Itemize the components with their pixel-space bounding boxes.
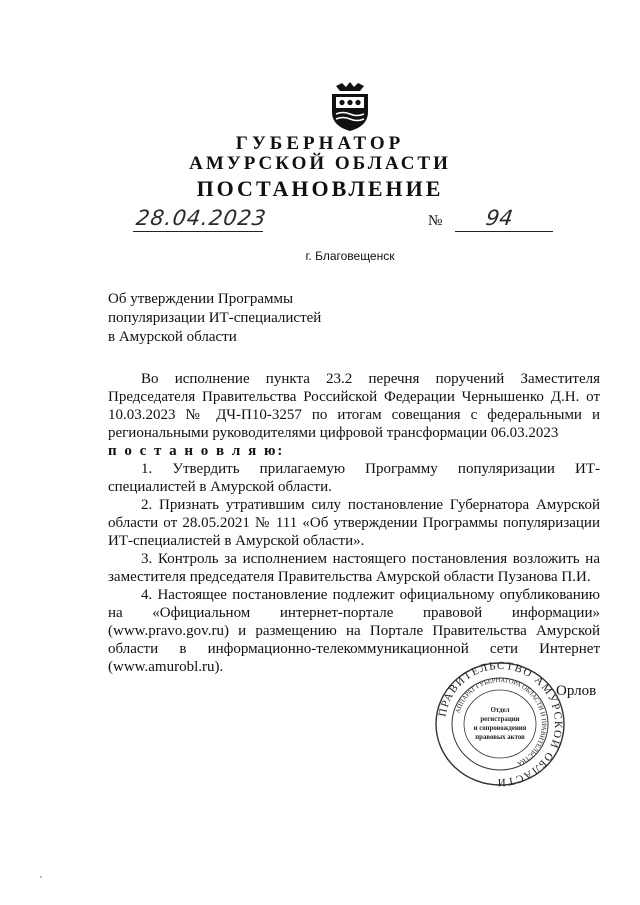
document-subject <box>108 290 368 347</box>
stamp-center-line: правовых актов <box>475 734 525 741</box>
number-label: № <box>428 213 443 229</box>
document-body <box>108 370 600 676</box>
signer-name: Орлов <box>556 683 597 699</box>
document-type: ПОСТАНОВЛЕНИЕ <box>196 176 444 201</box>
stamp-center-line: и сопровождения <box>473 725 527 732</box>
decree-item-2: 2. Признать утратившим силу постановление Губернатора Амурской области от 28.05.2021 № 111 «Об утверждении Программы популяризации ИТ-специалистей в Амурской области». <box>108 497 600 549</box>
stamp-center-line: Отдел <box>490 707 510 714</box>
stamp-outer-text: ПРАВИТЕЛЬСТВО АМУРСКОЙ ОБЛАСТИ <box>436 660 565 788</box>
decree-item-4: 4. Настоящее постановление подлежит официальному опубликованию на «Официальном интернет-портале правовой информации» (www.pravo.gov.ru) и размещению на Портале Правительства Амурской области в информационно-телекоммуникационной сети Интернет (www.amurobl.ru). <box>108 587 600 675</box>
subject-line: популяризации ИТ-специалистей <box>108 310 322 326</box>
stamp-center-line: регистрации <box>480 716 520 723</box>
decree-item-1: 1. Утвердить прилагаемую Программу популяризации ИТ-специалистей в Амурской области. <box>108 461 600 495</box>
org-title-line1: ГУБЕРНАТОР <box>235 133 405 154</box>
subject-line: Об утверждении Программы <box>108 291 294 307</box>
stamp-inner-text: АППАРАТ ГУБЕРНАТОРА ОБЛАСТИ И ПРАВИТЕЛЬСТВА <box>454 676 548 768</box>
issue-city: г. Благовещенск <box>305 249 395 263</box>
handwritten-number: 94 <box>484 206 515 230</box>
coat-of-arms-emblem <box>328 82 372 132</box>
subject-line: в Амурской области <box>108 329 237 345</box>
official-seal-stamp <box>432 660 568 788</box>
decree-item-3: 3. Контроль за исполнением настоящего постановления возложить на заместителя председателя Правительства Амурской области Пузанова П.И. <box>108 551 600 585</box>
scan-speck <box>40 876 42 878</box>
org-title-line2: АМУРСКОЙ ОБЛАСТИ <box>189 153 451 174</box>
decree-word: п о с т а н о в л я ю: <box>108 443 285 459</box>
handwritten-date: 28.04.2023 <box>134 206 269 230</box>
date-underline <box>133 231 263 232</box>
preamble-paragraph: Во исполнение пункта 23.2 перечня поручений Заместителя Председателя Правительства Российской Федерации Чернышенко Д.Н. от 10.03.2023 № ДЧ-П10-3257 по итогам совещания с федеральными и региональными руководителями цифровой трансформации 06.03.2023 <box>108 371 600 441</box>
number-underline <box>455 231 553 232</box>
